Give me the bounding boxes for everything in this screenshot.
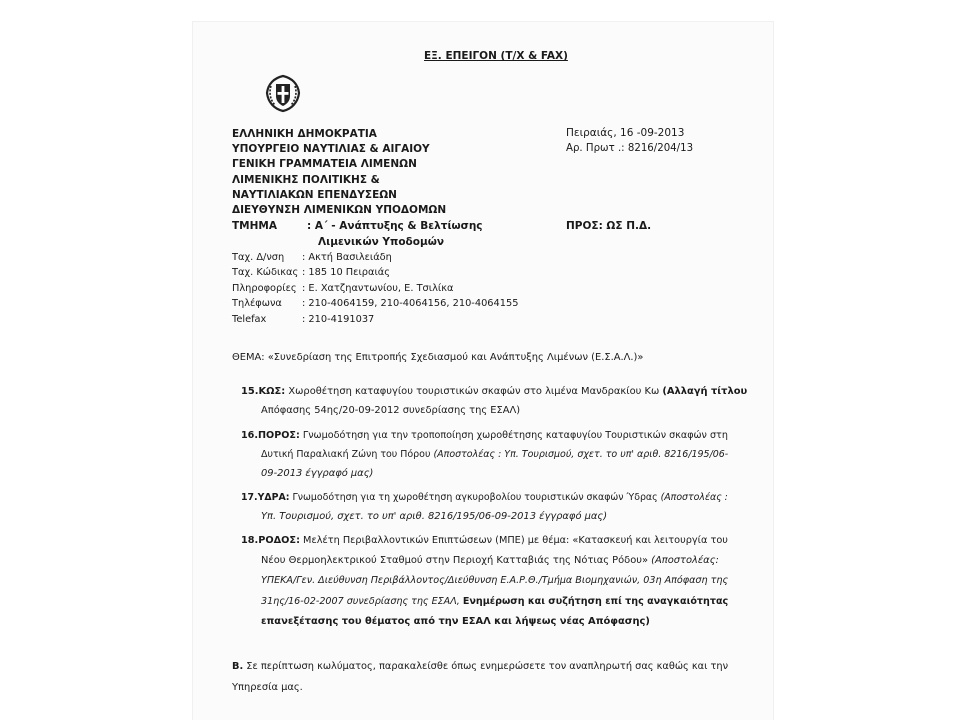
agenda-item-18 [241, 535, 728, 546]
contact-value: : 210-4191037 [302, 313, 375, 325]
item-text: Χωροθέτηση καταφυγίου τουριστικών σκαφών στο λιμένα Μανδρακίου Κω [288, 386, 660, 397]
item-text-italic: 09-2013 έγγραφό μας) [261, 468, 374, 479]
item-number: 18.ΡΟΔΟΣ: [241, 535, 300, 546]
sender-line: ΕΛΛΗΝΙΚΗ ΔΗΜΟΚΡΑΤΙΑ [232, 128, 377, 140]
item-text-bold: επανεξέτασης του θέματος από την ΕΣΑΛ και λήψεως νέας Απόφασης) [261, 616, 650, 627]
note-text: Σε περίπτωση κωλύματος, παρακαλείσθε όπως ενημερώσετε τον αναπληρωτή σας καθώς και την [246, 661, 729, 672]
sender-line: ΛΙΜΕΝΙΚΗΣ ΠΟΛΙΤΙΚΗΣ & [232, 173, 380, 186]
subject-line: ΘΕΜΑ: «Συνεδρίαση της Επιτροπής Σχεδιασμού και Ανάπτυξης Λιμένων (Ε.Σ.Α.Λ.)» [232, 352, 644, 363]
section-label: ΤΜΗΜΑ [232, 220, 277, 232]
item-text: Γνωμοδότηση για τη χωροθέτηση αγκυροβολίου τουριστικών σκαφών Ύδρας [292, 492, 658, 503]
contact-label: Telefax [232, 313, 267, 325]
contact-value: : 210-4064159, 210-4064156, 210-4064155 [302, 298, 519, 310]
sender-line: ΓΕΝΙΚΗ ΓΡΑΜΜΑΤΕΙΑ ΛΙΜΕΝΩΝ [232, 158, 417, 171]
sender-line: ΥΠΟΥΡΓΕΙΟ ΝΑΥΤΙΛΙΑΣ & ΑΙΓΑΙΟΥ [232, 143, 430, 156]
item-number: 15.ΚΩΣ: [241, 386, 286, 397]
contact-value: : Ε. Χατζηαντωνίου, Ε. Τσιλίκα [302, 282, 454, 294]
item-text-bold: (Αλλαγή τίτλου [662, 386, 748, 397]
item-number: 16.ΠΟΡΟΣ: [241, 430, 300, 441]
agenda-item-17 [241, 492, 728, 503]
contact-label: Ταχ. Κώδικας [232, 267, 299, 279]
agenda-item-15 [241, 386, 748, 397]
contact-label: Πληροφορίες [232, 282, 297, 294]
item-text-italic: Υπ. Τουρισμού, σχετ. το υπ' αριθ. 8216/195/06-09-2013 έγγραφό μας) [261, 511, 608, 522]
item-text-italic: (Αποστολέας : [660, 492, 728, 503]
item-text: Δυτική Παραλιακή Ζώνη του Πόρου [261, 449, 431, 460]
urgent-stamp: ΕΞ. ΕΠΕΙΓΟΝ (Τ/Χ & FAX) [424, 50, 568, 62]
coat-of-arms-seal [262, 72, 304, 114]
note-label: Β. [232, 661, 244, 672]
contact-label: Τηλέφωνα [232, 298, 282, 310]
item-text: Απόφασης 54ης/20-09-2012 συνεδρίασης της ΕΣΑΛ) [261, 405, 521, 416]
item-line [261, 555, 719, 566]
item-line [261, 596, 728, 607]
contact-value: : Ακτή Βασιλειάδη [302, 252, 392, 263]
item-line [261, 449, 728, 460]
item-text: Γνωμοδότηση για την τροποποίηση χωροθέτησης καταφυγίου Τουριστικών σκαφών στη [302, 430, 728, 441]
item-number: 17.ΥΔΡΑ: [241, 492, 290, 503]
recipient: ΠΡΟΣ: ΩΣ Π.Δ. [566, 220, 652, 232]
item-text: Μελέτη Περιβαλλοντικών Επιπτώσεων (ΜΠΕ) με θέμα: «Κατασκευή και λειτουργία του [303, 535, 728, 546]
contact-label: Ταχ. Δ/νση [232, 252, 285, 263]
item-text-bold: Ενημέρωση και συζήτηση επί της αναγκαιότητας [462, 596, 729, 607]
contact-value: : 185 10 Πειραιάς [302, 267, 390, 279]
contacts-labels [232, 250, 298, 327]
item-text-italic: (Αποστολέας: [651, 555, 719, 566]
place-date: Πειραιάς, 16 -09-2013 [566, 127, 685, 139]
sender-line: ΝΑΥΤΙΛΙΑΚΩΝ ΕΠΕΝΔΥΣΕΩΝ [232, 188, 397, 201]
section-value-cont: Λιμενικών Υποδομών [318, 236, 444, 248]
sender-block [232, 127, 446, 218]
note-text-cont: Υπηρεσία μας. [232, 682, 303, 693]
section-value: : Α΄ - Ανάπτυξης & Βελτίωσης [307, 220, 483, 232]
item-text-italic: ΥΠΕΚΑ/Γεν. Διεύθυνση Περιβάλλοντος/Διεύθυνση Ε.Α.Ρ.Θ./Τμήμα Βιομηχανιών, 03η Απόφαση της [261, 575, 729, 586]
contacts-values [302, 250, 518, 327]
item-text-italic: (Αποστολέας : Υπ. Τουρισμού, σχετ. το υπ' αριθ. 8216/195/06- [433, 449, 729, 460]
sender-line: ΔΙΕΥΘΥΝΣΗ ΛΙΜΕΝΙΚΩΝ ΥΠΟΔΟΜΩΝ [232, 204, 447, 217]
note-line [232, 661, 728, 672]
agenda-item-16 [241, 430, 728, 441]
item-text: Νέου Θερμοηλεκτρικού Σταθμού στην Περιοχή Κατταβιάς της Νότιας Ρόδου» [261, 555, 649, 566]
item-text-italic: 31ης/16-02-2007 συνεδρίασης της ΕΣΑΛ, [261, 596, 460, 607]
protocol-number: Αρ. Πρωτ .: 8216/204/13 [566, 143, 694, 154]
